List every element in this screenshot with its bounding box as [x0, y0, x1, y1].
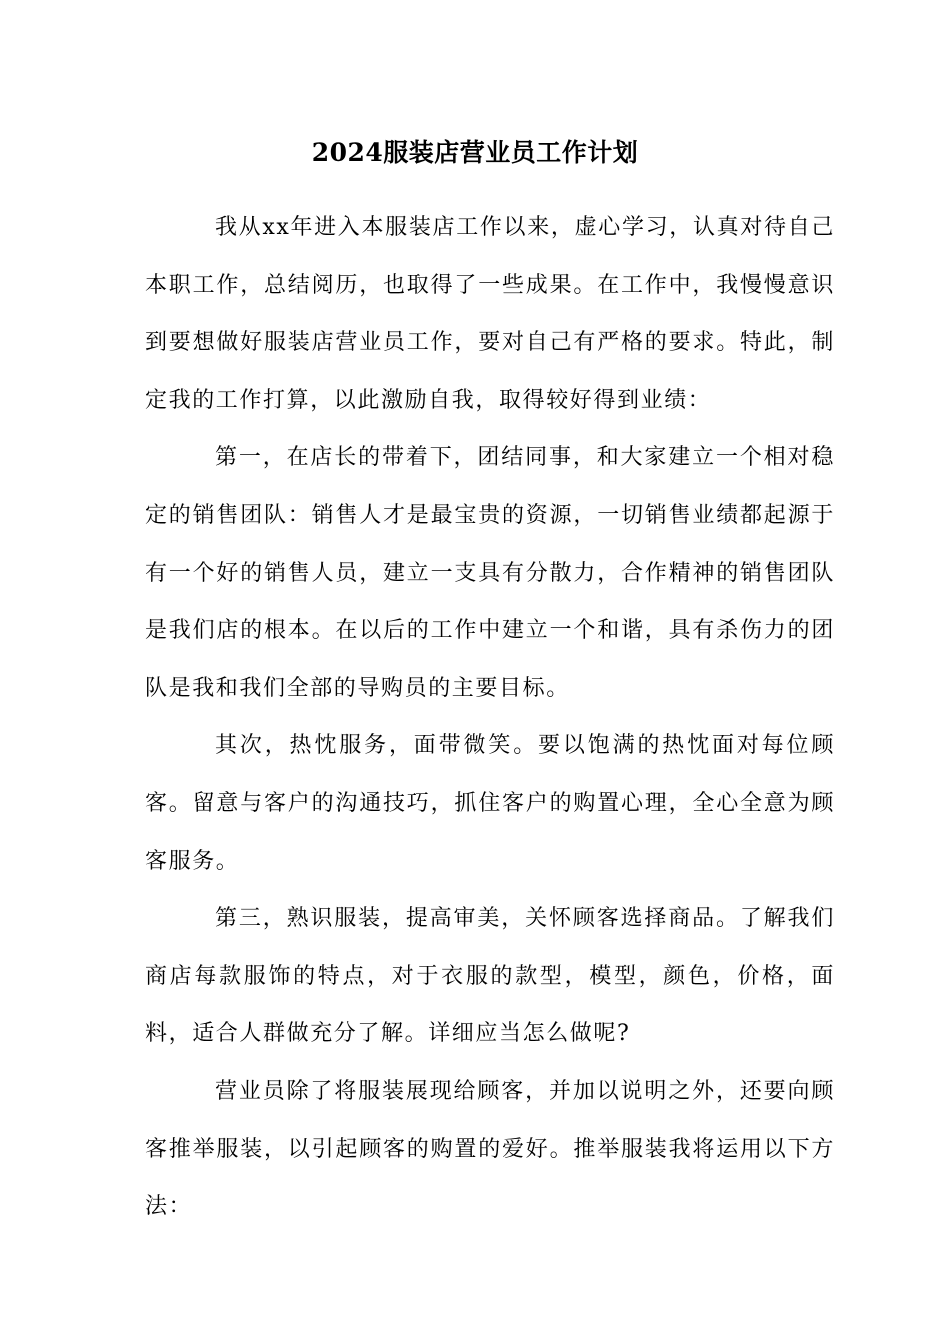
paragraph-third-point: 第三，熟识服装，提高审美，关怀顾客选择商品。了解我们商店每款服饰的特点，对于衣服的款型，模型，颜色，价格，面料，适合人群做充分了解。详细应当怎么做呢?	[145, 906, 835, 1047]
document-title: 2024服装店营业员工作计划	[311, 138, 639, 167]
paragraph-recommendation: 营业员除了将服装展现给顾客，并加以说明之外，还要向顾客推举服装，以引起顾客的购置的爱好。推举服装我将运用以下方法：	[145, 1078, 835, 1220]
paragraph-intro: 我从xx年进入本服装店工作以来，虚心学习，认真对待自己本职工作，总结阅历，也取得了一些成果。在工作中，我慢慢意识到要想做好服装店营业员工作，要对自己有严格的要求。特此，制定我的工作打算，以此激励自我，取得较好得到业绩：	[145, 215, 835, 413]
paragraph-second-point: 其次，热忱服务，面带微笑。要以饱满的热忱面对每位顾客。留意与客户的沟通技巧，抓住客户的购置心理，全心全意为顾客服务。	[145, 733, 835, 874]
document-body	[145, 199, 835, 1236]
paragraph-first-point: 第一，在店长的带着下，团结同事，和大家建立一个相对稳定的销售团队：销售人才是最宝贵的资源，一切销售业绩都起源于有一个好的销售人员，建立一支具有分散力，合作精神的销售团队是我们店的根本。在以后的工作中建立一个和谐，具有杀伤力的团队是我和我们全部的导购员的主要目标。	[145, 445, 835, 701]
